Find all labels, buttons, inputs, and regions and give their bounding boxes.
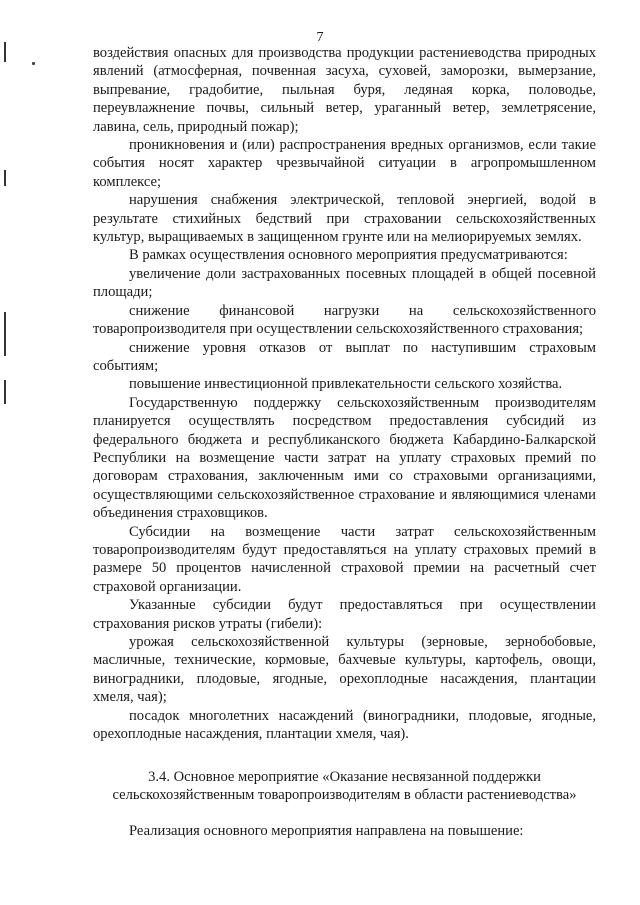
paragraph: воздействия опасных для производства продукции растениеводства природных явлений (атмосферная, почвенная засуха, суховей, заморозки, вымерзание, выпревание, градобитие, пыльная буря, ледяная корка, половодье, переувлажнение почвы, сильный ветер, ураганный ветер, землетрясение, лавина, сель, природный пожар); [93,45,596,135]
paragraph: проникновения и (или) распространения вредных организмов, если такие события носят характер чрезвычайной ситуации в агропромышленном комплексе; [93,137,596,190]
paragraph: увеличение доли застрахованных посевных площадей в общей посевной площади; [93,265,596,301]
paragraph: Субсидии на возмещение части затрат сельскохозяйственным товаропроизводителям будут предоставляться на уплату страховых премий в размере 50 процентов начисленной страховой премии на расчетный счет страховой организации. [93,523,596,595]
paragraph: посадок многолетних насаждений (виноградники, плодовые, ягодные, орехоплодные насаждения, плантации хмеля, чая). [93,707,596,743]
section-heading: 3.4. Основное мероприятие «Оказание несвязанной поддержки сельскохозяйственным товаропроизводителям в области растениеводства» [112,769,577,804]
margin-mark [4,42,6,62]
paragraph: повышение инвестиционной привлекательности сельского хозяйства. [129,376,563,393]
margin-dot [32,62,35,65]
margin-mark [4,380,6,404]
page-number: 7 [316,30,324,45]
margin-mark [4,170,6,186]
paragraph: урожая сельскохозяйственной культуры (зерновые, зернобобовые, масличные, технические, кормовые, бахчевые культуры, картофель, овощи, виноградники, плодовые, ягодные, орехоплодные насаждения, плантации хмеля, чая); [93,634,596,706]
paragraph: Реализация основного мероприятия направлена на повышение: [129,823,524,839]
body-text [93,44,596,743]
margin-mark [4,312,6,356]
paragraph: снижение финансовой нагрузки на сельскохозяйственного товаропроизводителя при осуществлении сельскохозяйственного страхования; [93,302,596,338]
closing-text [93,822,596,840]
paragraph: Указанные субсидии будут предоставляться при осуществлении страхования рисков утраты (гибели): [93,597,596,632]
paragraph: нарушения снабжения электрической, тепловой энергией, водой в результате стихийных бедствий при страховании сельскохозяйственных культур, выращиваемых в защищенном грунте или на мелиорируемых землях. [93,192,596,246]
paragraph: В рамках осуществления основного мероприятия предусматриваются: [129,247,568,264]
paragraph: Государственную поддержку сельскохозяйственным производителям планируется осуществлять посредством предоставления субсидий из федерального бюджета и республиканского бюджета Кабардино-Балкарской Республики на возмещение части затрат на уплату страховых премий по договорам страхования, заключенным ими со страховыми организациями, осуществляющими сельскохозяйственное страхование и являющимися членами объединения страховщиков. [93,394,596,522]
paragraph: снижение уровня отказов от выплат по наступившим страховым событиям; [93,339,596,374]
